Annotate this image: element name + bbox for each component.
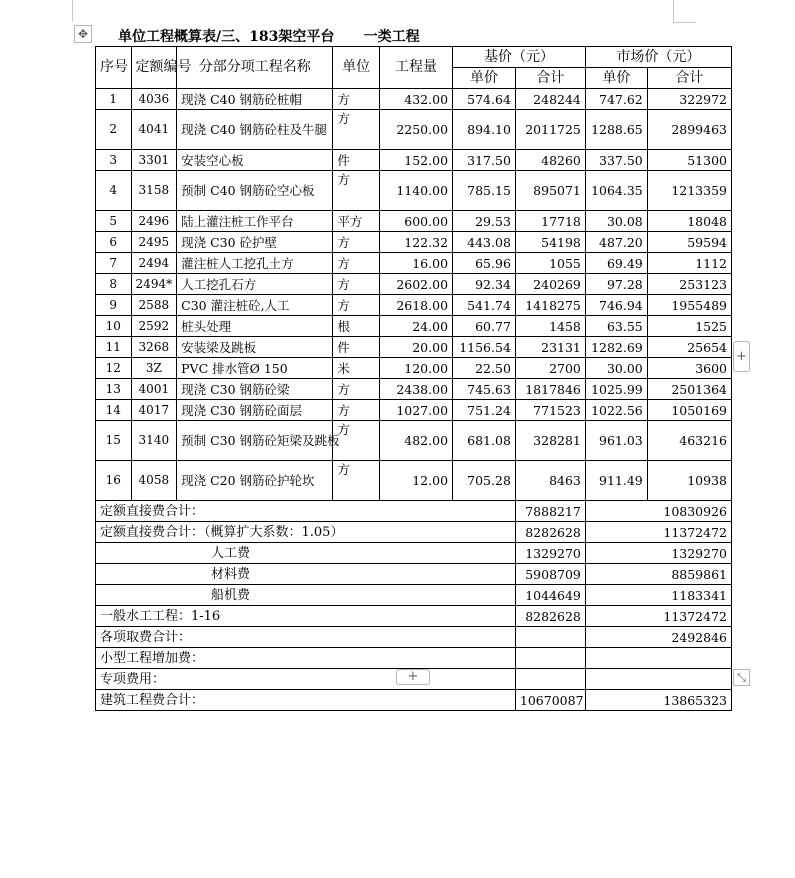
row-quantity: 482.00 — [380, 421, 453, 461]
row-code: 4058 — [131, 461, 177, 501]
table-row — [96, 316, 732, 337]
row-code: 4001 — [131, 379, 177, 400]
row-market-total: 463216 — [647, 421, 731, 461]
row-market-unit-price: 97.28 — [585, 274, 647, 295]
row-quantity: 1027.00 — [380, 400, 453, 421]
row-market-total: 3600 — [647, 358, 731, 379]
summary-market-total: 8859861 — [585, 564, 731, 585]
row-quantity: 16.00 — [380, 253, 453, 274]
row-base-unit-price: 317.50 — [453, 150, 516, 171]
summary-base-total — [515, 627, 585, 648]
row-base-unit-price: 894.10 — [453, 110, 516, 150]
row-code: 2494 — [131, 253, 177, 274]
row-market-unit-price: 911.49 — [585, 461, 647, 501]
row-market-unit-price: 337.50 — [585, 150, 647, 171]
row-quantity: 24.00 — [380, 316, 453, 337]
summary-label: 各项取费合计： — [96, 627, 516, 648]
row-unit: 平方 — [333, 211, 380, 232]
row-unit: 方 — [333, 110, 380, 150]
row-name: 现浇 C30 砼护壁 — [177, 232, 333, 253]
row-base-total: 23131 — [515, 337, 585, 358]
header-seq: 序号 — [96, 47, 132, 89]
summary-market-total — [585, 648, 731, 669]
add-row-button[interactable]: + — [396, 669, 430, 685]
summary-label: 定额直接费合计：（概算扩大系数：1.05） — [96, 522, 516, 543]
row-base-total: 54198 — [515, 232, 585, 253]
row-name: PVC 排水管Ø 150 — [177, 358, 333, 379]
row-quantity: 2618.00 — [380, 295, 453, 316]
row-base-total: 1458 — [515, 316, 585, 337]
row-market-unit-price: 1282.69 — [585, 337, 647, 358]
row-base-total: 8463 — [515, 461, 585, 501]
row-unit: 方 — [333, 421, 380, 461]
row-quantity: 120.00 — [380, 358, 453, 379]
summary-market-total: 1329270 — [585, 543, 731, 564]
summary-market-total — [585, 669, 731, 690]
header-quantity: 工程量 — [380, 47, 453, 89]
table-row — [96, 110, 732, 150]
row-base-unit-price: 22.50 — [453, 358, 516, 379]
row-base-unit-price: 443.08 — [453, 232, 516, 253]
row-quantity: 432.00 — [380, 89, 453, 110]
row-base-unit-price: 1156.54 — [453, 337, 516, 358]
row-seq: 15 — [96, 421, 132, 461]
row-market-unit-price: 747.62 — [585, 89, 647, 110]
row-market-total: 2899463 — [647, 110, 731, 150]
row-name: C30 灌注桩砼,人工 — [177, 295, 333, 316]
row-unit: 方 — [333, 400, 380, 421]
row-base-unit-price: 29.53 — [453, 211, 516, 232]
row-unit: 方 — [333, 461, 380, 501]
row-name: 现浇 C20 钢筋砼护轮坎 — [177, 461, 333, 501]
row-seq: 10 — [96, 316, 132, 337]
row-code: 3268 — [131, 337, 177, 358]
table-move-handle-icon[interactable]: ✥ — [74, 25, 92, 43]
row-name: 现浇 C30 钢筋砼梁 — [177, 379, 333, 400]
summary-base-total: 1329270 — [515, 543, 585, 564]
row-code: 2592 — [131, 316, 177, 337]
table-row — [96, 295, 732, 316]
summary-base-total: 7888217 — [515, 501, 585, 522]
table-row — [96, 461, 732, 501]
row-seq: 4 — [96, 171, 132, 211]
row-market-unit-price: 30.08 — [585, 211, 647, 232]
summary-base-total: 1044649 — [515, 585, 585, 606]
row-market-unit-price: 746.94 — [585, 295, 647, 316]
row-base-unit-price: 92.34 — [453, 274, 516, 295]
summary-market-total: 13865323 — [585, 690, 731, 711]
summary-market-total: 11372472 — [585, 606, 731, 627]
table-row — [96, 274, 732, 295]
header-market-unit-price: 单价 — [585, 68, 647, 89]
summary-label: 定额直接费合计： — [96, 501, 516, 522]
page-corner-mark-left — [72, 0, 73, 22]
row-code: 3140 — [131, 421, 177, 461]
summary-row — [96, 501, 732, 522]
summary-row — [96, 564, 732, 585]
summary-row — [96, 585, 732, 606]
table-row — [96, 171, 732, 211]
row-market-total: 1955489 — [647, 295, 731, 316]
row-quantity: 122.32 — [380, 232, 453, 253]
row-seq: 1 — [96, 89, 132, 110]
row-code: 2494* — [131, 274, 177, 295]
row-unit: 方 — [333, 232, 380, 253]
document-title: 单位工程概算表/三、183架空平台 一类工程 — [118, 29, 420, 45]
summary-market-total: 11372472 — [585, 522, 731, 543]
header-name: 分部分项工程名称 — [177, 47, 333, 89]
table-row — [96, 232, 732, 253]
row-base-total: 240269 — [515, 274, 585, 295]
row-seq: 6 — [96, 232, 132, 253]
row-base-total: 248244 — [515, 89, 585, 110]
table-row — [96, 89, 732, 110]
row-unit: 方 — [333, 253, 380, 274]
row-market-total: 1050169 — [647, 400, 731, 421]
row-market-total: 10938 — [647, 461, 731, 501]
row-base-total: 895071 — [515, 171, 585, 211]
row-quantity: 600.00 — [380, 211, 453, 232]
row-seq: 14 — [96, 400, 132, 421]
row-base-total: 17718 — [515, 211, 585, 232]
row-name: 安装梁及跳板 — [177, 337, 333, 358]
table-row — [96, 253, 732, 274]
row-market-total: 1525 — [647, 316, 731, 337]
row-code: 4041 — [131, 110, 177, 150]
row-unit: 米 — [333, 358, 380, 379]
summary-base-total: 10670087 — [515, 690, 585, 711]
header-market-total: 合计 — [647, 68, 731, 89]
summary-base-total: 8282628 — [515, 522, 585, 543]
table-row — [96, 358, 732, 379]
table-row — [96, 150, 732, 171]
row-base-total: 1055 — [515, 253, 585, 274]
row-market-total: 18048 — [647, 211, 731, 232]
row-seq: 13 — [96, 379, 132, 400]
row-code: 3Z — [131, 358, 177, 379]
row-base-total: 1817846 — [515, 379, 585, 400]
summary-label: 专项费用： — [96, 669, 516, 690]
row-base-total: 48260 — [515, 150, 585, 171]
row-seq: 5 — [96, 211, 132, 232]
row-code: 4017 — [131, 400, 177, 421]
row-seq: 16 — [96, 461, 132, 501]
row-code: 2495 — [131, 232, 177, 253]
row-name: 现浇 C40 钢筋砼桩帽 — [177, 89, 333, 110]
row-market-total: 51300 — [647, 150, 731, 171]
row-seq: 7 — [96, 253, 132, 274]
row-code: 3158 — [131, 171, 177, 211]
row-market-total: 2501364 — [647, 379, 731, 400]
summary-label: 建筑工程费合计： — [96, 690, 516, 711]
summary-label: 一般水工工程：1-16 — [96, 606, 516, 627]
row-name: 安装空心板 — [177, 150, 333, 171]
row-seq: 11 — [96, 337, 132, 358]
summary-row — [96, 522, 732, 543]
page-corner-mark-right — [673, 0, 696, 23]
row-base-unit-price: 751.24 — [453, 400, 516, 421]
row-name: 人工挖孔石方 — [177, 274, 333, 295]
row-market-unit-price: 63.55 — [585, 316, 647, 337]
header-base-unit-price: 单价 — [453, 68, 516, 89]
row-base-total: 328281 — [515, 421, 585, 461]
row-base-unit-price: 681.08 — [453, 421, 516, 461]
row-unit: 方 — [333, 295, 380, 316]
header-base-total: 合计 — [515, 68, 585, 89]
row-quantity: 1140.00 — [380, 171, 453, 211]
row-base-total: 2011725 — [515, 110, 585, 150]
row-code: 3301 — [131, 150, 177, 171]
row-quantity: 152.00 — [380, 150, 453, 171]
row-market-unit-price: 961.03 — [585, 421, 647, 461]
table-row — [96, 337, 732, 358]
row-market-unit-price: 1064.35 — [585, 171, 647, 211]
row-name: 桩头处理 — [177, 316, 333, 337]
row-market-unit-price: 30.00 — [585, 358, 647, 379]
row-base-total: 771523 — [515, 400, 585, 421]
row-name: 灌注桩人工挖孔土方 — [177, 253, 333, 274]
row-code: 2588 — [131, 295, 177, 316]
row-quantity: 2438.00 — [380, 379, 453, 400]
header-base-price: 基价（元） — [453, 47, 586, 68]
summary-row — [96, 543, 732, 564]
row-seq: 2 — [96, 110, 132, 150]
row-seq: 12 — [96, 358, 132, 379]
row-code: 4036 — [131, 89, 177, 110]
row-name: 现浇 C40 钢筋砼柱及牛腿 — [177, 110, 333, 150]
table-row — [96, 211, 732, 232]
row-unit: 方 — [333, 274, 380, 295]
row-name: 现浇 C30 钢筋砼面层 — [177, 400, 333, 421]
row-market-unit-price: 1022.56 — [585, 400, 647, 421]
row-name: 陆上灌注桩工作平台 — [177, 211, 333, 232]
row-quantity: 12.00 — [380, 461, 453, 501]
row-base-unit-price: 785.15 — [453, 171, 516, 211]
add-column-button[interactable]: + — [733, 341, 750, 372]
row-base-total: 1418275 — [515, 295, 585, 316]
row-market-total: 1213359 — [647, 171, 731, 211]
row-market-total: 59594 — [647, 232, 731, 253]
row-seq: 3 — [96, 150, 132, 171]
row-seq: 9 — [96, 295, 132, 316]
row-base-unit-price: 574.64 — [453, 89, 516, 110]
summary-label: 材料费 — [96, 564, 516, 585]
table-row — [96, 400, 732, 421]
header-code: 定额编号 — [131, 47, 177, 89]
row-unit: 根 — [333, 316, 380, 337]
table-resize-handle-icon[interactable]: ⤡ — [733, 669, 750, 686]
row-seq: 8 — [96, 274, 132, 295]
row-name: 预制 C30 钢筋砼矩梁及跳板 — [177, 421, 333, 461]
row-code: 2496 — [131, 211, 177, 232]
summary-base-total: 5908709 — [515, 564, 585, 585]
row-market-unit-price: 487.20 — [585, 232, 647, 253]
row-market-total: 322972 — [647, 89, 731, 110]
row-unit: 方 — [333, 379, 380, 400]
row-unit: 方 — [333, 171, 380, 211]
row-unit: 方 — [333, 89, 380, 110]
summary-market-total: 10830926 — [585, 501, 731, 522]
row-base-unit-price: 541.74 — [453, 295, 516, 316]
summary-row — [96, 648, 732, 669]
estimate-table — [95, 46, 732, 711]
summary-label: 小型工程增加费： — [96, 648, 516, 669]
summary-row — [96, 690, 732, 711]
header-unit: 单位 — [333, 47, 380, 89]
row-market-unit-price: 1288.65 — [585, 110, 647, 150]
row-market-unit-price: 69.49 — [585, 253, 647, 274]
row-market-unit-price: 1025.99 — [585, 379, 647, 400]
table-row — [96, 421, 732, 461]
summary-label: 船机费 — [96, 585, 516, 606]
row-base-unit-price: 65.96 — [453, 253, 516, 274]
summary-row — [96, 627, 732, 648]
summary-base-total: 8282628 — [515, 606, 585, 627]
summary-base-total — [515, 648, 585, 669]
row-base-unit-price: 60.77 — [453, 316, 516, 337]
row-unit: 件 — [333, 150, 380, 171]
row-quantity: 2602.00 — [380, 274, 453, 295]
row-market-total: 253123 — [647, 274, 731, 295]
row-market-total: 1112 — [647, 253, 731, 274]
row-name: 预制 C40 钢筋砼空心板 — [177, 171, 333, 211]
summary-row — [96, 606, 732, 627]
row-base-total: 2700 — [515, 358, 585, 379]
table-row — [96, 379, 732, 400]
row-base-unit-price: 745.63 — [453, 379, 516, 400]
summary-base-total — [515, 669, 585, 690]
row-unit: 件 — [333, 337, 380, 358]
summary-label: 人工费 — [96, 543, 516, 564]
row-quantity: 2250.00 — [380, 110, 453, 150]
row-market-total: 25654 — [647, 337, 731, 358]
row-quantity: 20.00 — [380, 337, 453, 358]
row-base-unit-price: 705.28 — [453, 461, 516, 501]
header-market-price: 市场价（元） — [585, 47, 731, 68]
summary-market-total: 1183341 — [585, 585, 731, 606]
summary-market-total: 2492846 — [585, 627, 731, 648]
